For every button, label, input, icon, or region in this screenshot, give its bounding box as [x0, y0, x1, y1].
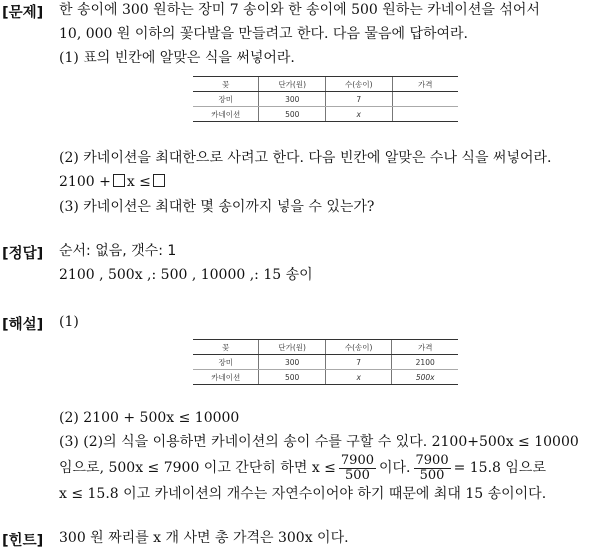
table-header: 단가(원) [259, 340, 326, 355]
table-cell: 7 [326, 92, 393, 107]
table-cell: 500 [259, 370, 326, 385]
problem-label: [문제] [2, 5, 44, 21]
solution-part-3-line-1: (3) (2)의 식을 이용하면 카네이션의 송이 수를 구할 수 있다. 2100+500x ≤ 10000 [59, 434, 579, 450]
solution-text: = 15.8 임으로 [453, 460, 546, 476]
problem-line-2: 10, 000 원 이하의 꽃다발을 만들려고 한다. 다음 물음에 답하여라. [59, 26, 468, 42]
fraction [414, 454, 451, 483]
answer-label: [정답] [2, 246, 44, 262]
solution-part-3-line-2 [59, 453, 546, 483]
question-3: (3) 카네이션은 최대한 몇 송이까지 넣을 수 있는가? [59, 199, 375, 215]
question-2-expression [59, 173, 167, 191]
table-header: 수(송이) [326, 77, 393, 92]
solution-label: [해설] [2, 317, 44, 333]
solution-part-3-line-3: x ≤ 15.8 이고 카네이션의 개수는 자연수이어야 하기 때문에 최대 15 송이이다. [59, 486, 547, 502]
table-cell: 300 [259, 92, 326, 107]
table-cell: 장미 [193, 92, 259, 107]
problem-line-1: 한 송이에 300 원하는 장미 7 송이와 한 송이에 500 원하는 카네이션을 섞어서 [59, 2, 540, 18]
fraction-denominator: 500 [345, 467, 370, 483]
question-1: (1) 표의 빈칸에 알맞은 식을 써넣어라. [59, 50, 295, 66]
expr-part-a: 2100 + [59, 174, 111, 190]
table-header: 단가(원) [259, 77, 326, 92]
table-cell [392, 92, 458, 107]
table-cell [392, 107, 458, 122]
table-cell: 300 [259, 355, 326, 370]
table-row [193, 370, 458, 385]
question-2: (2) 카네이션을 최대한으로 사려고 한다. 다음 빈칸에 알맞은 수나 식을 써넣어라. [59, 150, 552, 166]
table-header: 꽃 [193, 77, 259, 92]
solution-text: 임으로, 500x ≤ 7900 이고 간단히 하면 x ≤ [59, 460, 336, 476]
blank-box [113, 174, 125, 187]
table-cell: 500 [259, 107, 326, 122]
table-cell: 2100 [392, 355, 458, 370]
solution-part-2: (2) 2100 + 500x ≤ 10000 [59, 410, 240, 426]
table-header: 수(송이) [325, 340, 391, 355]
fraction-numerator: 7900 [340, 452, 374, 468]
table-cell: x [325, 370, 391, 385]
hint-label: [힌트] [2, 533, 44, 549]
table-header: 가격 [392, 340, 458, 355]
hint-text: 300 원 짜리를 x 개 사면 총 가격은 300x 이다. [59, 530, 349, 546]
table-header: 가격 [392, 77, 458, 92]
solution-text: 이다. [379, 460, 411, 476]
table-cell: 카네이션 [193, 370, 259, 385]
answer-line-1: 순서: 없음, 갯수: 1 [59, 243, 177, 259]
blank-box [153, 174, 165, 187]
expr-part-b: x ≤ [126, 174, 151, 190]
table-row [193, 355, 458, 370]
table-cell: 7 [325, 355, 391, 370]
fraction-denominator: 500 [419, 467, 445, 483]
table-cell: x [326, 107, 393, 122]
table-header: 꽃 [193, 340, 259, 355]
table-cell: 500x [392, 370, 458, 385]
fraction-numerator: 7900 [415, 452, 449, 468]
solution-table [193, 339, 458, 385]
problem-table [193, 76, 458, 122]
table-row [193, 107, 458, 122]
answer-line-2: 2100 , 500x ,: 500 , 10000 ,: 15 송이 [59, 267, 313, 283]
table-cell: 장미 [193, 355, 259, 370]
table-row [193, 92, 458, 107]
table-cell: 카네이션 [193, 107, 259, 122]
solution-part-1: (1) [59, 314, 79, 330]
fraction [339, 454, 376, 483]
